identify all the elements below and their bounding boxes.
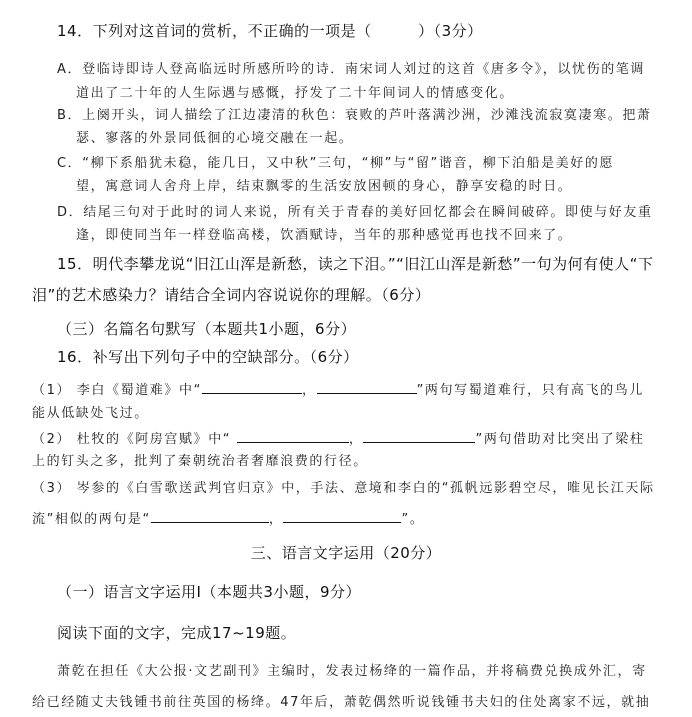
- blank-2a[interactable]: [237, 430, 349, 443]
- blank-1a[interactable]: [202, 381, 302, 394]
- fill-item-1-suffix: ”两句写蜀道难行，只有高飞的鸟儿: [416, 383, 644, 398]
- option-c-line1: C．“柳下系船犹未稳，能几日，又中秋”三句，“柳”与“留”谐音，柳下泊船是美好的愿: [57, 156, 615, 171]
- blank-3b[interactable]: [283, 510, 401, 523]
- fill-item-1-line2: 能从低缺处飞过。: [32, 406, 149, 421]
- fill-item-2-separator: ，: [348, 432, 364, 447]
- fill-item-1-separator: ，: [301, 383, 317, 398]
- fill-item-3-prefix: 流”相似的两句是“: [32, 512, 151, 527]
- section-3-title: （三）名篇名句默写（本题共1小题，6分）: [57, 320, 357, 338]
- option-a-line2: 道出了二十年的人生际遇与感慨，抒发了二十年间词人的情感变化。: [76, 86, 515, 101]
- question-16-stem: 16．补写出下列句子中的空缺部分。（6分）: [57, 348, 359, 366]
- fill-item-1-line1: [32, 379, 644, 398]
- question-15-line1: 15．明代李攀龙说“旧江山浑是新愁，读之下泪。”“旧江山浑是新愁”一句为何有使人“下: [57, 255, 654, 273]
- question-15-line2: 泪”的艺术感染力？请结合全词内容说说你的理解。（6分）: [32, 286, 431, 304]
- blank-3a[interactable]: [151, 510, 269, 523]
- fill-item-3-separator: ，: [268, 512, 284, 527]
- option-b-line1: B．上阕开头，词人描绘了江边凄清的秋色：衰败的芦叶落满沙洲，沙滩浅流寂寞凄寒。把萧: [57, 108, 652, 123]
- question-14-stem: 14．下列对这首词的赏析，不正确的一项是（ ）（3分）: [57, 22, 483, 40]
- option-c-line2: 望，寓意词人舍舟上岸，结束飘零的生活安放困顿的身心，静享安稳的时日。: [76, 179, 573, 194]
- reading-paragraph-line1: 萧乾在担任《大公报·文艺副刊》主编时，发表过杨绛的一篇作品，并将稿费兑换成外汇，寄: [57, 664, 647, 679]
- fill-item-2-suffix: ”两句借助对比突出了梁柱: [475, 432, 645, 447]
- fill-item-3-line2: [32, 508, 424, 527]
- reading-instruction: 阅读下面的文字，完成17~19题。: [57, 624, 297, 642]
- option-d-line1: D．结尾三句对于此时的词人来说，所有关于青春的美好回忆都会在瞬间破碎。即使与好友重: [57, 205, 653, 220]
- blank-2b[interactable]: [363, 430, 475, 443]
- fill-item-2-line1: [32, 428, 644, 447]
- part-3-title: 三、语言文字运用（20分）: [250, 544, 442, 562]
- option-a-line1: A．登临诗即诗人登高临远时所感所吟的诗．南宋词人刘过的这首《唐多令》，以忧伤的笔调: [57, 62, 645, 77]
- blank-1b[interactable]: [317, 381, 417, 394]
- option-d-line2: 逢，即使同当年一样登临高楼，饮酒赋诗，当年的那种感觉再也找不回来了。: [76, 228, 573, 243]
- fill-item-3-line1: （3） 岑参的《白雪歌送武判官归京》中，手法、意境和李白的“孤帆远影碧空尽，唯见长江天际: [32, 481, 655, 496]
- fill-item-1-prefix: （1） 李白《蜀道难》中“: [32, 383, 202, 398]
- fill-item-2-prefix: （2） 杜牧的《阿房宫赋》中“: [32, 432, 237, 447]
- option-b-line2: 瑟、寥落的外景同低徊的心境交融在一起。: [76, 131, 354, 146]
- reading-paragraph-line2: 给已经随丈夫钱锺书前往英国的杨绛。47年后，萧乾偶然听说钱锺书夫妇的住处离家不远，就抽: [32, 695, 651, 710]
- subsection-1-title: （一）语言文字运用Ⅰ（本题共3小题，9分）: [57, 583, 362, 601]
- fill-item-2-line2: 上的钉头之多，批判了秦朝统治者奢靡浪费的行径。: [32, 454, 368, 469]
- fill-item-3-suffix: ”。: [401, 512, 425, 527]
